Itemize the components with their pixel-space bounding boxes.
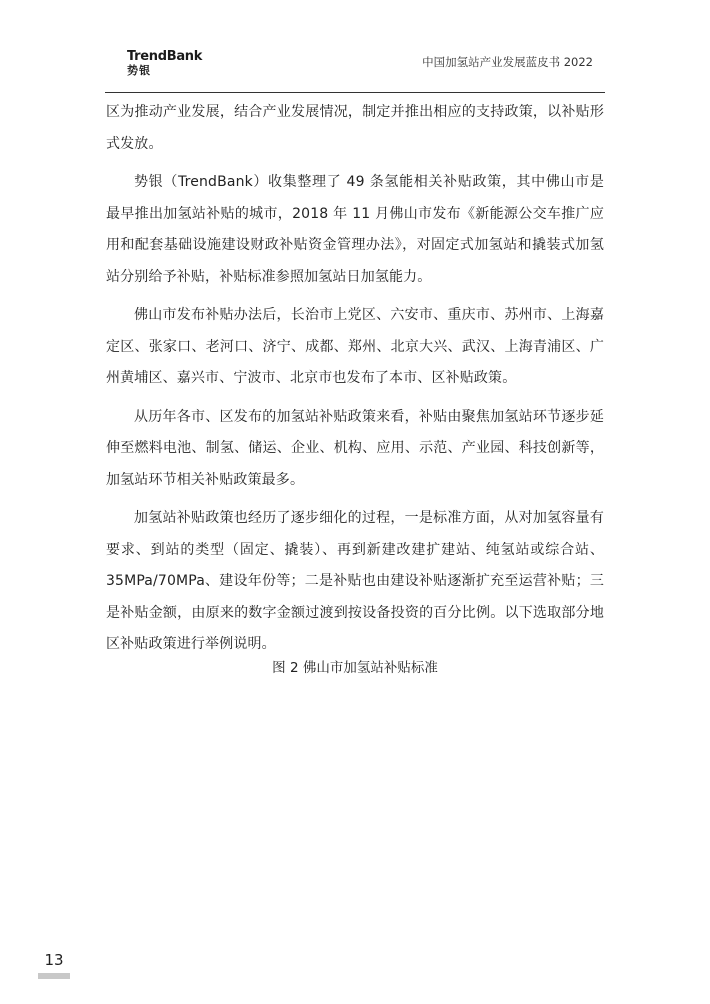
paragraph: 佛山市发布补贴办法后，长治市上党区、六安市、重庆市、苏州市、上海嘉定区、张家口、老河口、济宁、成都、郑州、北京大兴、武汉、上海青浦区、广州黄埔区、嘉兴市、宁波市、北京市也发布了本市、区补贴政策。	[106, 307, 604, 386]
running-header-title: 中国加氢站产业发展蓝皮书 2022	[422, 55, 593, 69]
paragraph: 势银（TrendBank）收集整理了 49 条氢能相关补贴政策，其中佛山市是最早推出加氢站补贴的城市，2018 年 11 月佛山市发布《新能源公交车推广应用和配套基础设施建设财政补贴资金管理办法》，对固定式加氢站和撬装式加氢站分别给予补贴，补贴标准参照加氢站日加氢能力。	[106, 174, 604, 285]
paragraph-continued: 区为推动产业发展，结合产业发展情况，制定并推出相应的支持政策，以补贴形式发放。	[106, 104, 604, 152]
trendbank-logo	[127, 49, 202, 78]
page-number: 13	[44, 951, 64, 969]
paragraph: 加氢站补贴政策也经历了逐步细化的过程，一是标准方面，从对加氢容量有要求、到站的类型（固定、撬装）、再到新建改建扩建站、纯氢站或综合站、35MPa/70MPa、建设年份等；二是补贴也由建设补贴逐渐扩充至运营补贴；三是补贴金额，由原来的数字金额过渡到按设备投资的百分比例。以下选取部分地区补贴政策进行举例说明。	[106, 510, 604, 652]
figure-caption: 图 2 佛山市加氢站补贴标准	[272, 660, 438, 676]
logo-chinese: 势银	[127, 64, 151, 77]
page-number-bar	[38, 973, 70, 979]
body-text	[106, 97, 604, 661]
paragraph: 从历年各市、区发布的加氢站补贴政策来看，补贴由聚焦加氢站环节逐步延伸至燃料电池、制氢、储运、企业、机构、应用、示范、产业园、科技创新等，加氢站环节相关补贴政策最多。	[106, 408, 604, 488]
header-divider	[105, 92, 605, 93]
logo-wordmark: TrendBank	[127, 49, 203, 64]
